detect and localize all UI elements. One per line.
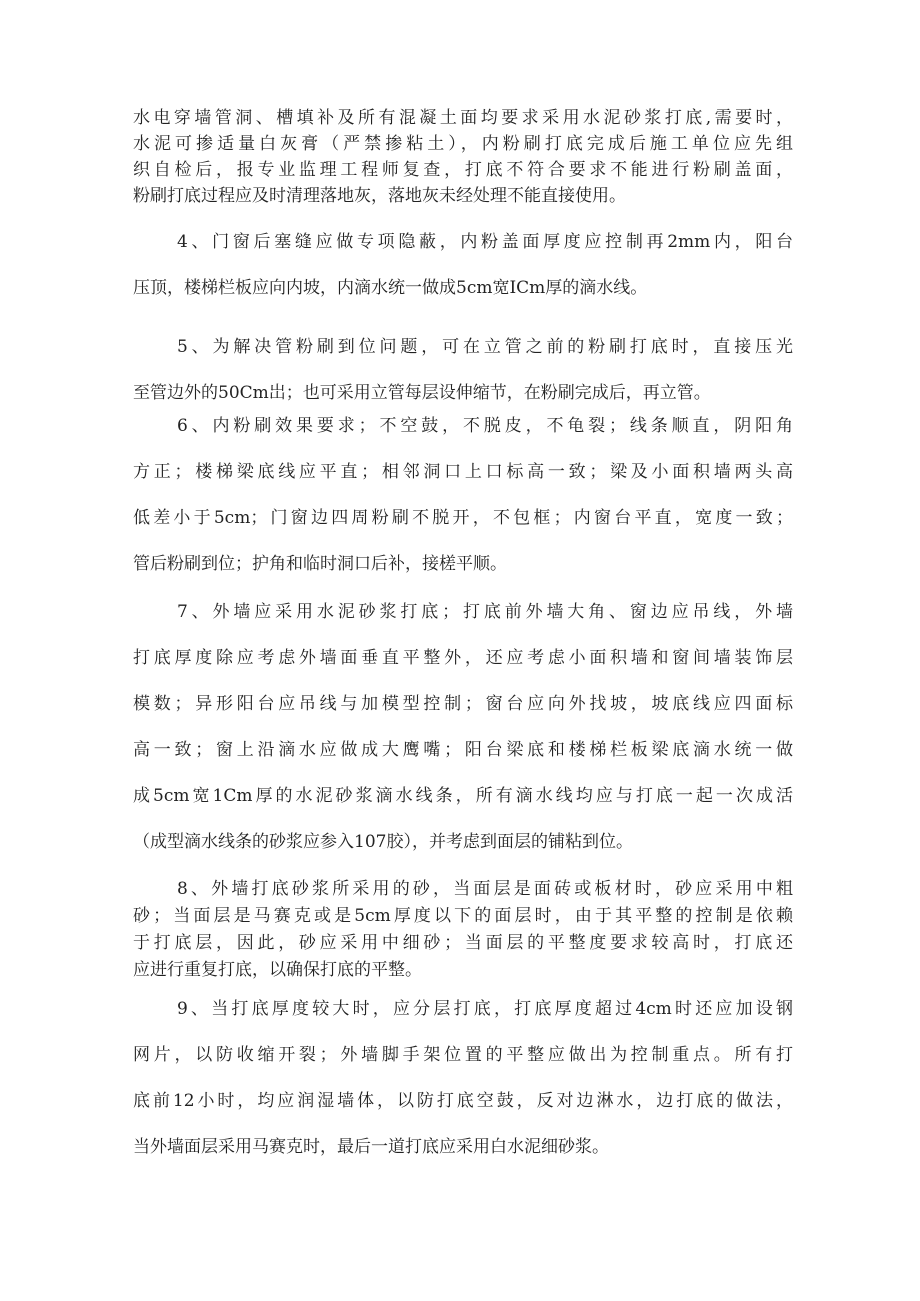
paragraph-continuation (133, 105, 793, 209)
paragraph-9 (133, 986, 793, 1170)
text-line: 网片，以防收缩开裂；外墙脚手架位置的平整应做出为控制重点。所有打 (133, 1045, 793, 1065)
text-line: 水电穿墙管洞、槽填补及所有混凝土面均要求采用水泥砂浆打底,需要时， (133, 108, 793, 128)
text-line: 管后粉刷到位；护角和临时洞口后补，接槎平顺。 (133, 554, 507, 574)
text-line: 水泥可掺适量白灰膏（严禁掺粘土），内粉刷打底完成后施工单位应先组 (133, 134, 793, 154)
text-line: 方正；楼梯梁底线应平直；相邻洞口上口标高一致；梁及小面积墙两头高 (133, 462, 793, 482)
text-line: 6、内粉刷效果要求；不空鼓，不脱皮，不龟裂；线条顺直，阴阳角 (177, 416, 793, 436)
text-line: 高一致；窗上沿滴水应做成大鹰嘴；阳台梁底和楼梯栏板梁底滴水统一做 (133, 740, 793, 760)
text-line: 成5cm宽1Cm厚的水泥砂浆滴水线条，所有滴水线均应与打底一起一次成活 (133, 786, 793, 806)
text-line: （成型滴水线条的砂浆应参入107胶），并考虑到面层的铺粘到位。 (133, 832, 633, 852)
text-line: 底前12小时，均应润湿墙体，以防打底空鼓，反对边淋水，边打底的做法， (133, 1091, 793, 1111)
text-line: 9、当打底厚度较大时，应分层打底，打底厚度超过4cm时还应加设钢 (177, 999, 793, 1019)
text-line: 应进行重复打底，以确保打底的平整。 (133, 960, 422, 980)
paragraph-6 (133, 403, 793, 587)
paragraph-4 (133, 219, 793, 311)
text-line: 低差小于5cm；门窗边四周粉刷不脱开，不包框；内窗台平直，宽度一致； (133, 508, 793, 528)
text-line: 5、为解决管粉刷到位问题，可在立管之前的粉刷打底时，直接压光 (177, 337, 793, 357)
text-line: 织自检后，报专业监理工程师复查，打底不符合要求不能进行粉刷盖面， (133, 160, 793, 180)
text-line: 当外墙面层采用马赛克时，最后一道打底应采用白水泥细砂浆。 (133, 1137, 609, 1157)
text-line: 7、外墙应采用水泥砂浆打底；打底前外墙大角、窗边应吊线，外墙 (177, 602, 793, 622)
paragraph-8 (133, 876, 793, 984)
text-line: 8、外墙打底砂浆所采用的砂，当面层是面砖或板材时，砂应采用中粗 (177, 879, 793, 899)
text-line: 压顶，楼梯栏板应向内坡，内滴水统一做成5cm宽ICm厚的滴水线。 (133, 278, 648, 298)
text-line: 粉刷打底过程应及时清理落地灰，落地灰未经处理不能直接使用。 (133, 186, 626, 206)
text-line: 于打底层，因此，砂应采用中细砂；当面层的平整度要求较高时，打底还 (133, 933, 793, 953)
text-line: 4、门窗后塞缝应做专项隐蔽，内粉盖面厚度应控制再2mm内，阳台 (177, 232, 793, 252)
text-line: 打底厚度除应考虑外墙面垂直平整外，还应考虑小面积墙和窗间墙装饰层 (133, 648, 793, 668)
paragraph-7 (133, 589, 793, 865)
text-line: 至管边外的50Cm岀；也可采用立管每层设伸缩节，在粉刷完成后，再立管。 (133, 383, 711, 403)
text-line: 模数；异形阳台应吊线与加模型控制；窗台应向外找坡，坡底线应四面标 (133, 694, 793, 714)
text-line: 砂；当面层是马赛克或是5cm厚度以下的面层时，由于其平整的控制是依赖 (133, 906, 793, 926)
